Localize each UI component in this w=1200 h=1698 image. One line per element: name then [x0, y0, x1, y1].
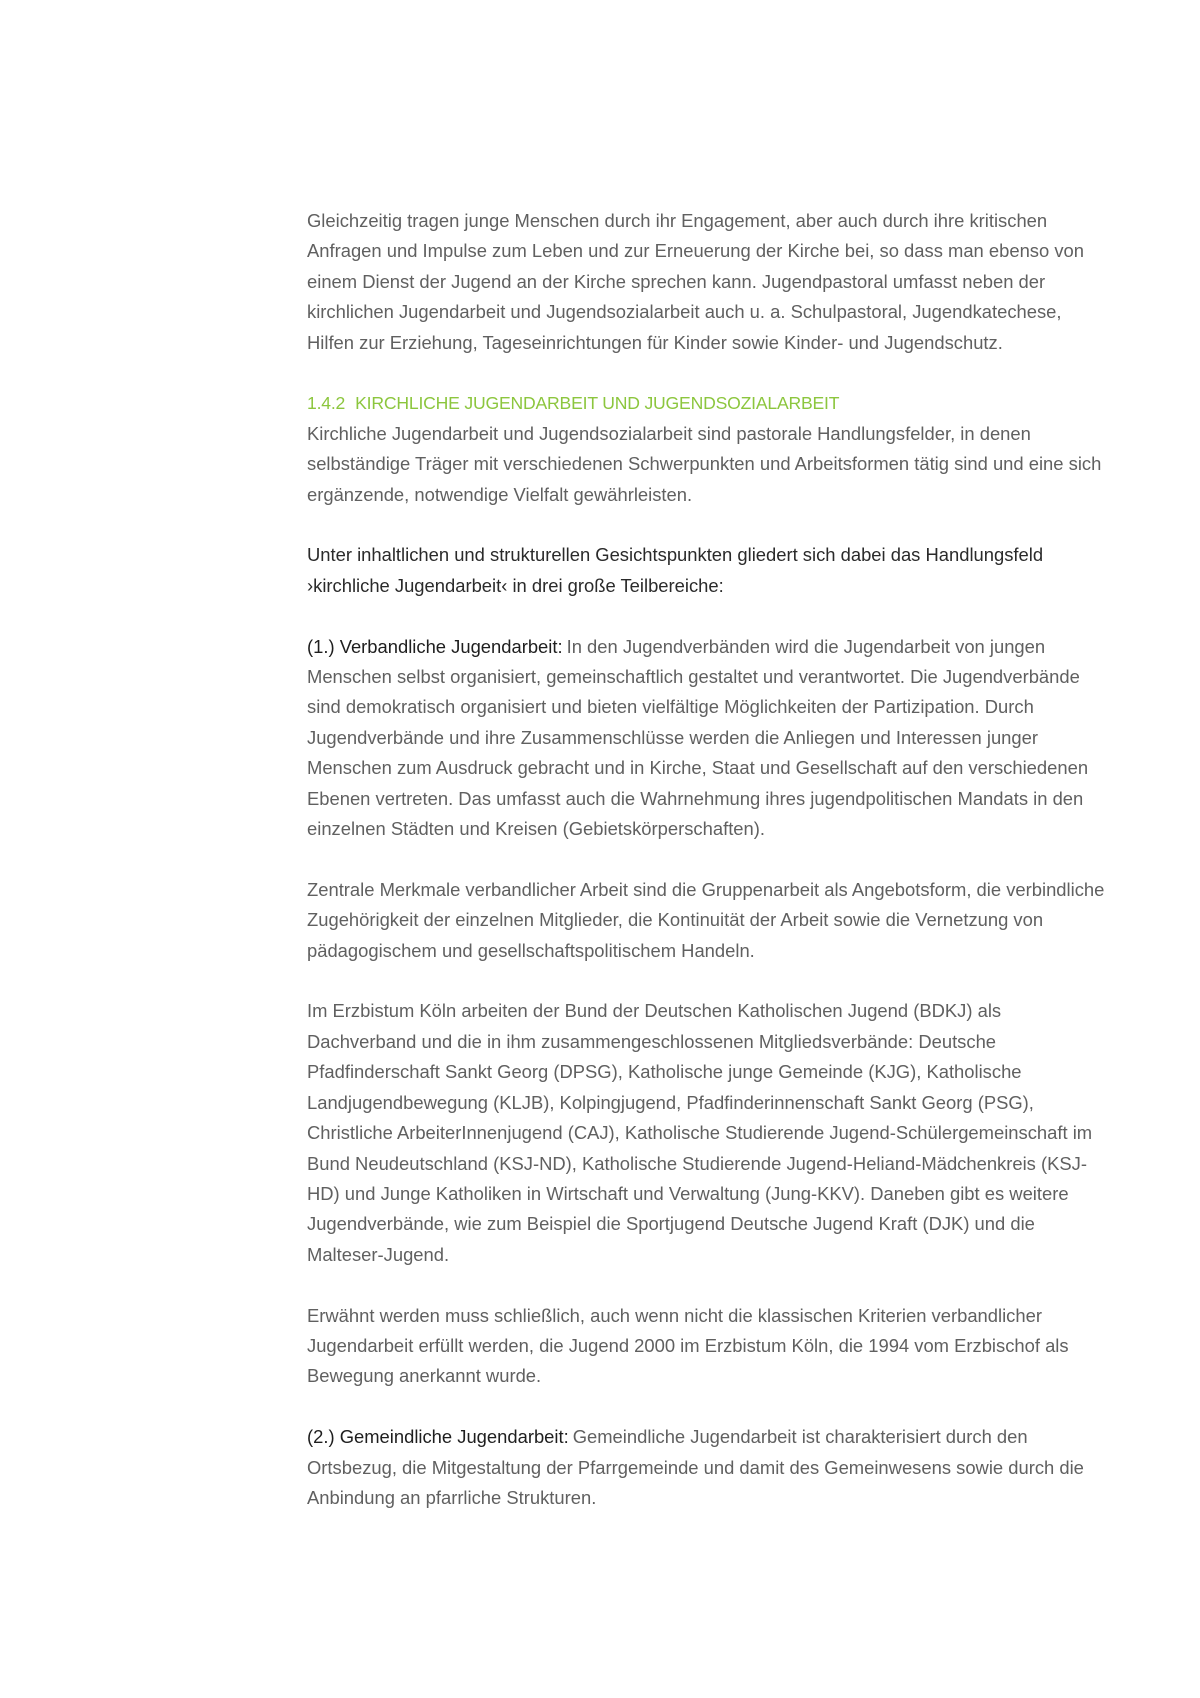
intro-paragraph: Gleichzeitig tragen junge Menschen durch ihr Engagement, aber auch durch ihre kritischen Anfragen und Impulse zum Leben und zur Erneuerung der Kirche bei, so dass man ebenso von einem Dienst der Jugend an der Kirche sprechen kann. Jugendpastoral umfasst neben der kirchlichen Jugendarbeit und Jugendsozialarbeit auch u. a. Schulpastoral, Jugendkatechese, Hilfen zur Erziehung, Tageseinrichtungen für Kinder sowie Kinder- und Jugendschutz. [307, 210, 1084, 353]
verbandlich-term: (1.) Verbandliche Jugendarbeit: [307, 635, 563, 657]
section-title: KIRCHLICHE JUGENDARBEIT UND JUGENDSOZIALARBEIT [355, 393, 840, 414]
document-page [307, 206, 1107, 1544]
verbandlich-text: In den Jugendverbänden wird die Jugendarbeit von jungen Menschen selbst organisiert, gemeinschaftlich gestaltet und verantwortet. Die Jugendverbände sind demokratisch organisiert und bieten vielfältige Möglichkeiten der Partizipation. Durch Jugendverbände und ihre Zusammenschlüsse werden die Anliegen und Interessen junger Menschen zum Ausdruck gebracht und in Kirche, Staat und Gesellschaft auf den verschiedenen Ebenen vertreten. Das umfasst auch die Wahrnehmung ihres jugendpolitischen Mandats in den einzelnen Städten und Kreisen (Gebietskörperschaften). [307, 635, 1089, 840]
section-number: 1.4.2 [307, 393, 346, 414]
merkmale-paragraph: Zentrale Merkmale verbandlicher Arbeit sind die Gruppenarbeit als Angebotsform, die verbindliche Zugehörigkeit der einzelnen Mitglieder, die Kontinuität der Arbeit sowie die Vernetzung von pädagogischem und gesellschaftspolitischem Handeln. [307, 878, 1105, 961]
gemeindlich-paragraph [307, 1422, 1107, 1513]
verbandlich-paragraph [307, 632, 1107, 845]
lead-paragraph: Unter inhaltlichen und strukturellen Gesichtspunkten gliedert sich dabei das Handlungsfeld ›kirchliche Jugendarbeit‹ in drei große Teilbereiche: [307, 544, 1044, 596]
section-heading [307, 388, 1107, 418]
erzbistum-paragraph: Im Erzbistum Köln arbeiten der Bund der Deutschen Katholischen Jugend (BDKJ) als Dachverband und die in ihm zusammengeschlossenen Mitgliedsverbände: Deutsche Pfadfinderschaft Sankt Georg (DPSG), Katholische junge Gemeinde (KJG), Katholische Landjugendbewegung (KLJB), Kolpingjugend, Pfadfinderinnenschaft Sankt Georg (PSG), Christliche ArbeiterInnenjugend (CAJ), Katholische Studierende Jugend-Schülergemeinschaft im Bund Neudeutschland (KSJ-ND), Katholische Studierende Jugend-Heliand-Mädchenkreis (KSJ-HD) und Junge Katholiken in Wirtschaft und Verwaltung (Jung-KKV). Daneben gibt es weitere Jugendverbände, wie zum Beispiel die Sportjugend Deutsche Jugend Kraft (DJK) und die Malteser-Jugend. [307, 1000, 1093, 1265]
section-intro-paragraph: Kirchliche Jugendarbeit und Jugendsozialarbeit sind pastorale Handlungsfelder, in denen selbständige Träger mit verschiedenen Schwerpunkten und Arbeitsformen tätig sind und eine sich ergänzende, notwendige Vielfalt gewährleisten. [307, 422, 1102, 505]
jugend2000-paragraph: Erwähnt werden muss schließlich, auch wenn nicht die klassischen Kriterien verbandlicher Jugendarbeit erfüllt werden, die Jugend 2000 im Erzbistum Köln, die 1994 vom Erzbischof als Bewegung anerkannt wurde. [307, 1304, 1069, 1387]
gemeindlich-text: Gemeindliche Jugendarbeit ist charakterisiert durch den Ortsbezug, die Mitgestaltung der Pfarrgemeinde und damit des Gemeinwesens sowie durch die Anbindung an pfarrliche Strukturen. [307, 1426, 1084, 1508]
gemeindlich-term: (2.) Gemeindliche Jugendarbeit: [307, 1426, 569, 1448]
